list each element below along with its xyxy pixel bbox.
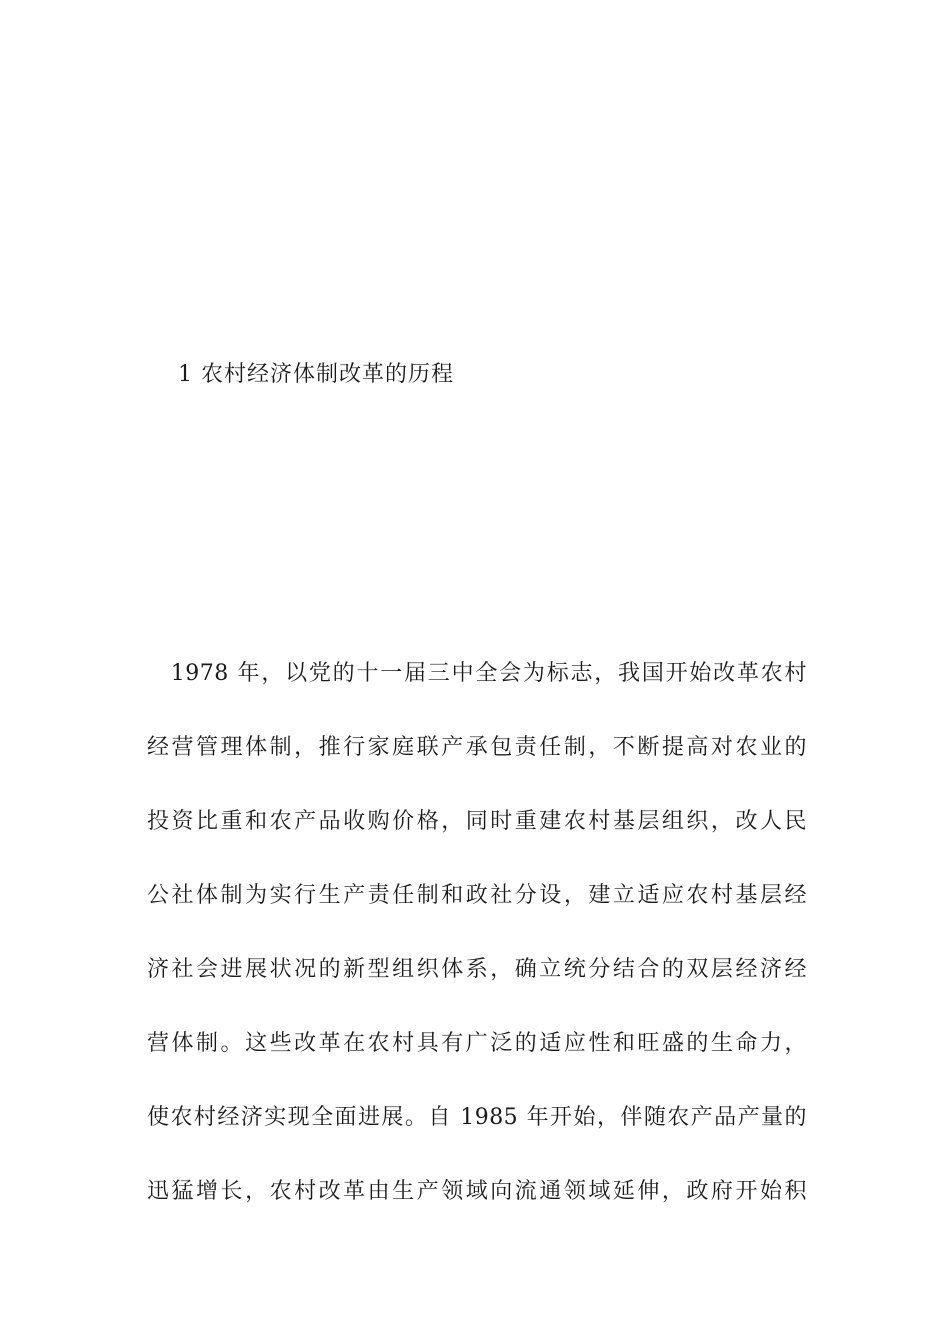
paragraph-line: 公社体制为实行生产责任制和政社分设，建立适应农村基层经 bbox=[147, 883, 807, 908]
paragraph-line: 迅猛增长，农村改革由生产领域向流通领域延伸，政府开始积 bbox=[147, 1179, 807, 1204]
paragraph-line: 济社会进展状况的新型组织体系，确立统分结合的双层经济经 bbox=[147, 957, 807, 982]
paragraph-line: 经营管理体制，推行家庭联产承包责任制，不断提高对农业的 bbox=[147, 735, 807, 760]
paragraph-line: 营体制。这些改革在农村具有广泛的适应性和旺盛的生命力， bbox=[147, 1031, 807, 1056]
section-heading: 1 农村经济体制改革的历程 bbox=[178, 362, 454, 387]
paragraph-line: 投资比重和农产品收购价格，同时重建农村基层组织，改人民 bbox=[147, 809, 807, 834]
body-paragraph bbox=[147, 655, 807, 1247]
paragraph-line: 使农村经济实现全面进展。自 1985 年开始，伴随农产品产量的 bbox=[147, 1105, 807, 1130]
paragraph-line: 1978 年，以党的十一届三中全会为标志，我国开始改革农村 bbox=[147, 661, 807, 686]
